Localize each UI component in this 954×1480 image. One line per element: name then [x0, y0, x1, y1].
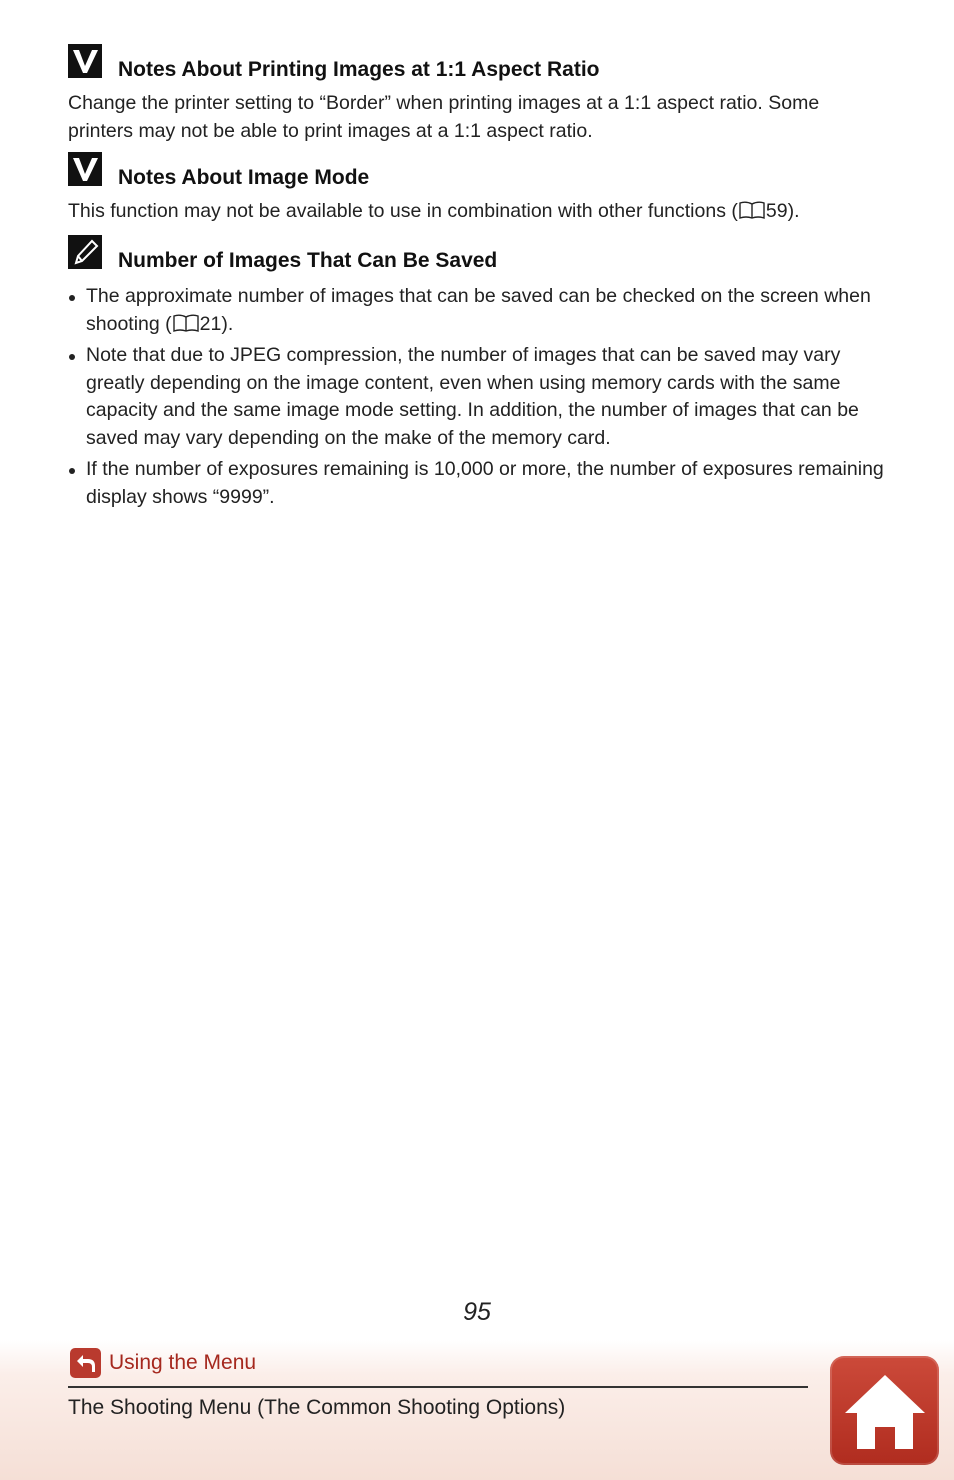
note-image-mode	[68, 152, 888, 226]
tip-images-saved	[68, 235, 888, 515]
list-item: The approximate number of images that can be saved can be checked on the screen when shooting ( 21).	[68, 283, 888, 338]
chapter-title: The Shooting Menu (The Common Shooting Options)	[68, 1396, 566, 1419]
bullet-list	[68, 283, 888, 511]
book-reference-icon	[173, 313, 199, 331]
section-body: This function may not be available to use in combination with other functions ( 59).	[68, 200, 800, 222]
using-the-menu-link[interactable]	[70, 1348, 256, 1378]
page-ref-link[interactable]: 59	[765, 200, 788, 222]
section-body: Change the printer setting to “Border” when printing images at a 1:1 aspect ratio. Some printers may not be able to print images at a 1:1 aspect ratio.	[68, 92, 820, 142]
footer-divider	[68, 1386, 808, 1388]
pencil-tip-icon	[68, 235, 102, 269]
check-note-icon	[68, 44, 102, 78]
book-reference-icon	[739, 200, 765, 218]
section-heading: Number of Images That Can Be Saved	[118, 249, 498, 272]
section-heading: Notes About Image Mode	[118, 166, 370, 189]
back-arrow-icon	[70, 1348, 101, 1378]
page-ref-link[interactable]: 21	[199, 312, 222, 335]
list-item: Note that due to JPEG compression, the number of images that can be saved may vary greatly depending on the image content, even when using memory cards with the same capacity and the same image mode setting. In addition, the number of images that can be saved may vary depending on the make of the memory card.	[68, 342, 888, 452]
home-button[interactable]	[830, 1356, 939, 1465]
section-heading: Notes About Printing Images at 1:1 Aspect Ratio	[118, 58, 600, 81]
page-number: 95	[463, 1298, 491, 1326]
home-icon	[841, 1371, 929, 1451]
check-note-icon	[68, 152, 102, 186]
list-item: If the number of exposures remaining is 10,000 or more, the number of exposures remaining display shows “9999”.	[68, 456, 888, 511]
back-link-label: Using the Menu	[109, 1351, 257, 1374]
note-printing-aspect-ratio	[68, 44, 888, 145]
